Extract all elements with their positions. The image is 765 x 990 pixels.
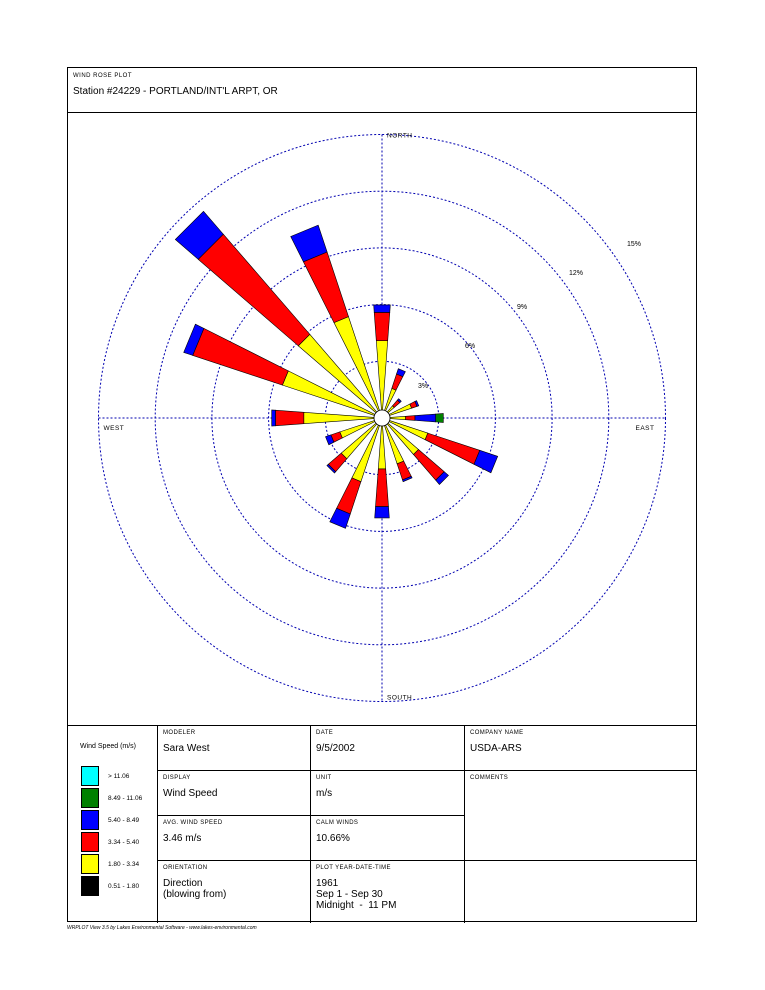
legend-label-4: 3.34 - 5.40 (108, 839, 140, 846)
legend-swatch-2 (81, 788, 99, 808)
direction-label-east: EAST (635, 425, 655, 432)
date-label: DATE (316, 730, 334, 736)
petal-0-bin-2 (374, 312, 390, 340)
company-value: USDA-ARS (470, 743, 522, 754)
legend-swatch-5 (81, 854, 99, 874)
direction-label-north: NORTH (387, 132, 413, 140)
station-title: Station #24229 - PORTLAND/INT'L ARPT, OR (73, 86, 278, 97)
petal-135-bin-2 (414, 450, 445, 481)
footer-credit: WRPLOT View 3.5 by Lakes Environmental Software - www.lakes-environmental.com (67, 925, 257, 931)
info-panel (68, 725, 696, 923)
wind-rose-frame (67, 67, 697, 922)
unit-label: UNIT (316, 775, 332, 781)
legend-label-1: > 11.06 (108, 773, 130, 780)
period-cell (311, 861, 464, 923)
modeler-cell (158, 726, 310, 770)
petal-337.5-bin-2 (303, 252, 348, 323)
display-value: Wind Speed (163, 788, 218, 799)
comments-cell (465, 771, 697, 860)
legend-swatch-4 (81, 832, 99, 852)
display-cell (158, 771, 310, 815)
avg-speed-cell (158, 816, 310, 860)
legend-label-3: 5.40 - 8.49 (108, 817, 140, 824)
display-label: DISPLAY (163, 775, 191, 781)
petal-270-bin-2 (276, 410, 304, 426)
company-cell (465, 726, 697, 770)
unit-value: m/s (316, 788, 333, 799)
direction-label-west: WEST (103, 425, 125, 432)
legend-swatch-1 (81, 766, 99, 786)
ring-label-2: 9% (517, 304, 528, 311)
ring-label-3: 12% (569, 270, 584, 277)
date-value: 9/5/2002 (316, 743, 355, 754)
orientation-cell (158, 861, 310, 923)
modeler-value: Sara West (163, 743, 210, 754)
date-cell (311, 726, 464, 770)
orientation-label: ORIENTATION (163, 865, 208, 871)
petal-180-bin-1 (378, 420, 385, 469)
petal-0-bin-1 (376, 341, 387, 416)
direction-label-south: SOUTH (387, 694, 413, 702)
petal-315-bin-1 (298, 334, 381, 417)
header-label: WIND ROSE PLOT (73, 73, 133, 79)
petal-90-bin-4 (436, 414, 444, 423)
petal-90-bin-3 (415, 414, 436, 422)
petal-270-bin-3 (272, 410, 276, 426)
calm-circle (374, 410, 390, 426)
orientation-value: Direction (blowing from) (163, 878, 227, 900)
calm-winds-label: CALM WINDS (316, 820, 359, 826)
calm-winds-value: 10.66% (316, 833, 350, 844)
legend (68, 726, 157, 923)
legend-label-2: 8.49 - 11.06 (108, 795, 143, 802)
legend-swatch-6 (81, 876, 99, 896)
unit-cell (311, 771, 464, 815)
calm-winds-cell (311, 816, 464, 860)
petal-292.5-bin-2 (193, 328, 289, 385)
legend-title: Wind Speed (m/s) (80, 743, 137, 750)
avg-speed-value: 3.46 m/s (163, 833, 202, 844)
ring-label-0: 3% (418, 383, 429, 390)
wind-rose-chart (68, 68, 696, 723)
company-label: COMPANY NAME (470, 730, 524, 736)
legend-label-5: 1.80 - 3.34 (108, 861, 140, 868)
modeler-label: MODELER (163, 730, 196, 736)
ring-label-1: 6% (465, 343, 476, 350)
comments-label: COMMENTS (470, 775, 509, 781)
period-value: 1961 Sep 1 - Sep 30 Midnight - 11 PM (316, 878, 397, 911)
legend-swatch-3 (81, 810, 99, 830)
ring-label-4: 15% (627, 241, 642, 248)
petal-0-bin-3 (374, 305, 391, 313)
avg-speed-label: AVG. WIND SPEED (163, 820, 223, 826)
petal-180-bin-3 (375, 507, 390, 518)
petal-90-bin-2 (406, 416, 415, 421)
petal-202.5-bin-2 (337, 478, 361, 514)
petal-315-bin-2 (198, 234, 310, 346)
petal-22.5-bin-2 (392, 374, 403, 390)
petal-112.5-bin-2 (425, 433, 480, 464)
period-label: PLOT YEAR-DATE-TIME (316, 865, 391, 871)
legend-label-6: 0.51 - 1.80 (108, 883, 140, 890)
